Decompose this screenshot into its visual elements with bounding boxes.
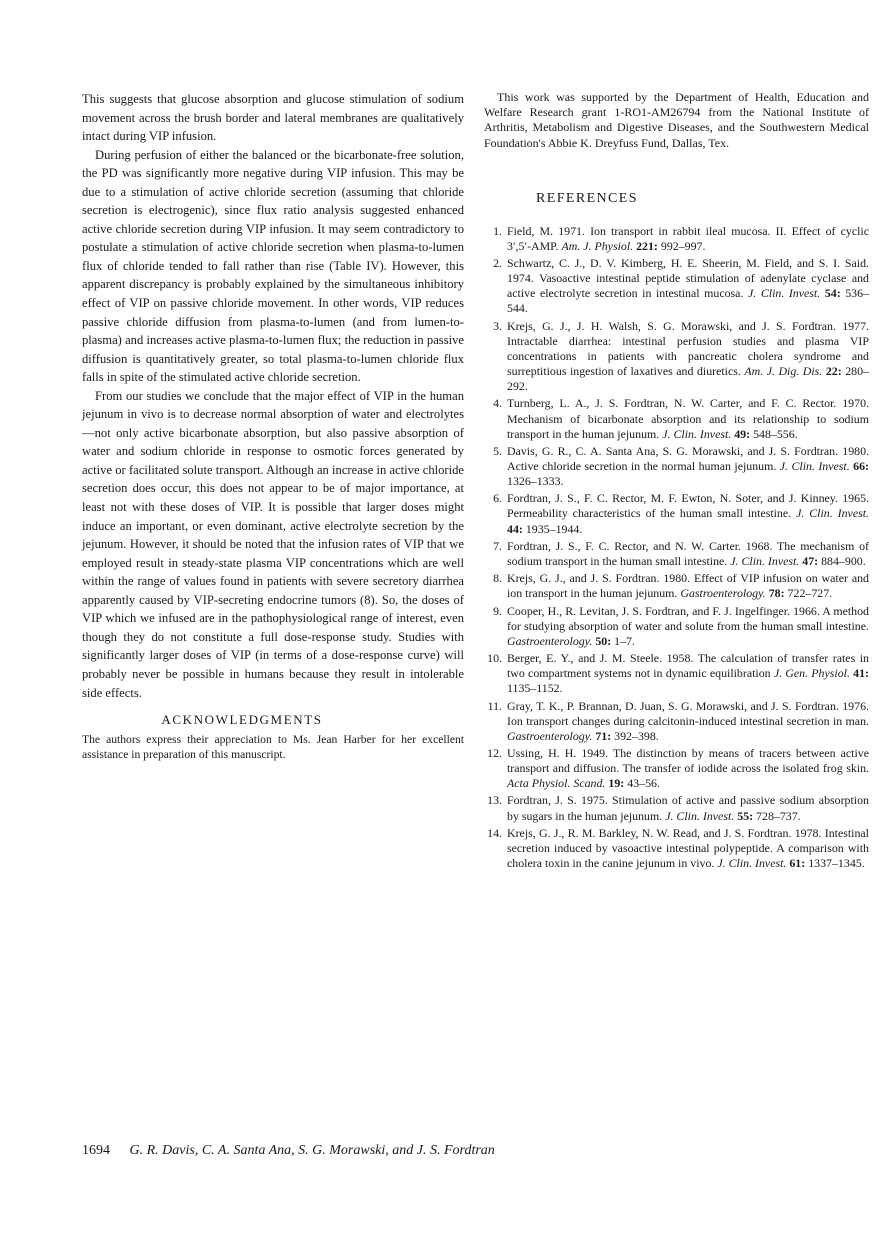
reference-journal: Am. J. Physiol. (561, 238, 634, 253)
page-number: 1694 (82, 1143, 110, 1158)
reference-text: Schwartz, C. J., D. V. Kimberg, H. E. Sheerin, M. Field, and S. I. Said. 1974. Vasoactive intestinal peptide stimulation of adenylate cyclase and active electrolyte secretion in intestinal mucosa. (507, 256, 869, 301)
reference-volume: 49: (734, 426, 751, 441)
reference-pages: 728–737. (756, 808, 801, 823)
reference-item (484, 224, 869, 254)
reference-volume: 50: (595, 633, 612, 648)
reference-volume: 19: (608, 776, 625, 791)
reference-number: 14. (487, 825, 502, 840)
references-heading: REFERENCES (536, 190, 638, 206)
reference-volume: 41: (853, 666, 869, 681)
reference-volume: 66: (853, 458, 870, 473)
reference-text: Krejs, G. J., and J. S. Fordtran. 1980. Effect of VIP infusion on water and ion transport in the human jejunum. (507, 571, 869, 601)
reference-journal: J. Clin. Invest. (748, 286, 821, 301)
reference-text: Gray, T. K., P. Brannan, D. Juan, S. G. Morawski, and J. S. Fordtran. 1976. Ion transport changes during calcitonin-induced intestinal secretion in man. (507, 698, 869, 728)
reference-number: 6. (493, 491, 502, 506)
reference-number: 3. (493, 318, 502, 333)
reference-item (484, 699, 869, 744)
reference-volume: 61: (789, 856, 806, 870)
reference-item (484, 256, 869, 316)
reference-number: 11. (487, 698, 502, 713)
reference-pages: 1–7. (614, 633, 635, 648)
reference-number: 12. (487, 745, 502, 760)
reference-pages: 536–544. (507, 286, 870, 316)
reference-item (484, 491, 869, 536)
reference-text: Fordtran, J. S. 1975. Stimulation of active and passive sodium absorption by sugars in the human jejunum. (507, 793, 869, 823)
body-paragraph: From our studies we conclude that the major effect of VIP in the human jejunum in vivo is to decrease normal absorption of water and electrolytes—not only active bicarbonate absorption, but also passive absorption of water and sodium chloride in response to osmotic forces generated by active or facilitated solute transport. Although an increase in active chloride secretion does occur, this does not appear to be of major importance, at least not with these doses of VIP. It is possible that larger doses might induce an important, or even dominant, active electrolyte secretion by the jejunum. However, it should be noted that the infusion rates of VIP that we employed result in steady-state plasma VIP concentrations which are well within the range of values found in patients with severe secretory diarrhea apparently caused by VIP-secreting endocrine tumors (8). So, the doses of VIP which we infused are in the pathophysiological range of interest, even though they do not constitute a full dose-response study. Studies with significantly larger doses of VIP (in terms of a dose-response curve) will probably never be possible in humans because they result in intolerable side effects. (82, 388, 464, 700)
reference-pages: 280–292. (507, 364, 869, 394)
reference-item (484, 539, 869, 569)
reference-journal: Acta Physiol. Scand. (507, 776, 606, 791)
reference-journal: Gastroenterology. (507, 728, 593, 743)
reference-pages: 992–997. (660, 238, 706, 253)
reference-text: Ussing, H. H. 1949. The distinction by means of tracers between active transport and diffusion. The transfer of iodide across the isolated frog skin. (507, 745, 869, 776)
reference-volume: 71: (595, 728, 612, 743)
body-text (82, 90, 464, 702)
reference-pages: 1337–1345. (808, 856, 865, 870)
reference-text: Krejs, G. J., R. M. Barkley, N. W. Read, and J. S. Fordtran. 1978. Intestinal secretion induced by vasoactive intestinal polypeptide. A comparison with cholera toxin in the canine jejunum in vivo. (507, 825, 869, 870)
acknowledgments-heading: ACKNOWLEDGMENTS (161, 712, 323, 728)
reference-item (484, 604, 869, 649)
reference-pages: 1135–1152. (507, 681, 563, 696)
reference-pages: 548–556. (753, 426, 798, 441)
reference-number: 9. (493, 603, 502, 618)
reference-item (484, 571, 869, 601)
reference-text: Davis, G. R., C. A. Santa Ana, S. G. Morawski, and J. S. Fordtran. 1980. Active chloride secretion in the normal human jejunum. (507, 443, 869, 473)
reference-item (484, 793, 869, 823)
reference-journal: J. Clin. Invest. (662, 426, 732, 441)
running-authors: G. R. Davis, C. A. Santa Ana, S. G. Morawski, and J. S. Fordtran (129, 1143, 495, 1158)
reference-journal: Gastroenterology. (680, 586, 766, 601)
reference-number: 5. (493, 443, 502, 458)
body-paragraph: During perfusion of either the balanced or the bicarbonate-free solution, the PD was significantly more negative during VIP infusion. This may be due to a stimulation of active chloride secretion (assuming that chloride secretion is electrogenic), since flux ratio analysis suggested enhanced active chloride secretion during VIP infusion. It may seem contradictory to postulate a stimulation of active chloride secretion when plasma-to-lumen flux of chloride tended to fall rather than rise (Table IV). However, this apparent discrepancy is probably explained by the simultaneous inhibitory effect of VIP on passive chloride movement. In other words, VIP reduces passive chloride diffusion from plasma-to-lumen (and from lumen-to-plasma) and increases active plasma-to-lumen flux; the reduction in passive diffusion is quantitatively greater, so total plasma-to-lumen chloride flux falls in spite of the stimulated active chloride secretion. (82, 147, 464, 385)
reference-number: 13. (487, 793, 502, 808)
reference-volume: 221: (636, 238, 658, 253)
reference-item (484, 444, 869, 489)
reference-pages: 1935–1944. (525, 521, 583, 536)
reference-number: 1. (493, 223, 502, 238)
reference-item (484, 319, 869, 394)
reference-item (484, 651, 869, 696)
reference-journal: Am. J. Dig. Dis. (744, 364, 823, 379)
reference-journal: J. Clin. Invest. (779, 458, 850, 473)
reference-volume: 47: (802, 553, 819, 568)
reference-number: 4. (493, 396, 502, 411)
reference-volume: 78: (768, 586, 785, 601)
reference-volume: 55: (737, 808, 754, 823)
reference-pages: 1326–1333. (507, 474, 564, 489)
right-column (484, 90, 869, 873)
reference-list (484, 224, 869, 871)
reference-pages: 722–727. (787, 586, 833, 601)
reference-pages: 43–56. (627, 776, 660, 791)
reference-journal: J. Clin. Invest. (717, 856, 787, 870)
reference-number: 2. (493, 256, 502, 271)
reference-text: Berger, E. Y., and J. M. Steele. 1958. The calculation of transfer rates in two compartment systems not in dynamic equilibration (507, 651, 869, 681)
reference-text: Field, M. 1971. Ion transport in rabbit ileal mucosa. II. Effect of cyclic 3′,5′-AMP. (507, 223, 869, 253)
reference-number: 8. (493, 571, 502, 586)
reference-volume: 44: (507, 521, 523, 536)
reference-text: Cooper, H., R. Levitan, J. S. Fordtran, and F. J. Ingelfinger. 1966. A method for studying absorption of water and solute from the human small intestine. (507, 603, 869, 633)
reference-journal: Gastroenterology. (507, 633, 593, 648)
reference-pages: 884–900. (821, 553, 866, 568)
body-paragraph: This suggests that glucose absorption and glucose stimulation of sodium movement across the brush border and lateral membranes are qualitatively intact during VIP infusion. (82, 92, 464, 144)
page-footer (82, 1143, 495, 1159)
reference-journal: J. Clin. Invest. (796, 506, 869, 521)
funding-statement: This work was supported by the Department of Health, Education and Welfare Research grant 1-RO1-AM26794 from the National Institute of Arthritis, Metabolism and Digestive Diseases, and the Southwestern Medical Foundation's Abbie K. Dreyfuss Fund, Dallas, Tex. (484, 90, 869, 150)
reference-volume: 22: (825, 364, 842, 379)
reference-journal: J. Clin. Invest. (730, 553, 800, 568)
reference-item (484, 396, 869, 441)
reference-item (484, 826, 869, 871)
left-column (82, 90, 464, 762)
reference-text: Fordtran, J. S., F. C. Rector, and N. W. Carter. 1968. The mechanism of sodium transport in the human small intestine. (507, 538, 869, 568)
reference-item (484, 746, 869, 791)
reference-journal: J. Gen. Physiol. (773, 666, 850, 681)
reference-text: Krejs, G. J., J. H. Walsh, S. G. Morawski, and J. S. Fordtran. 1977. Intractable diarrhea: intestinal perfusion studies and plasma VIP concentrations in patients with pancreatic cholera syndrome and surreptitious ingestion of laxatives and diuretics. (507, 318, 869, 379)
reference-number: 7. (493, 538, 502, 553)
acknowledgments-text: The authors express their appreciation to Ms. Jean Harber for her excellent assistance in preparation of this manuscript. (82, 733, 464, 762)
reference-number: 10. (487, 651, 502, 666)
reference-journal: J. Clin. Invest. (665, 808, 735, 823)
reference-volume: 54: (824, 286, 841, 301)
reference-pages: 392–398. (614, 728, 659, 743)
reference-text: Fordtran, J. S., F. C. Rector, M. F. Ewton, N. Soter, and J. Kinney. 1965. Permeability characteristics of the human small intestine. (507, 491, 869, 521)
reference-text: Turnberg, L. A., J. S. Fordtran, N. W. Carter, and F. C. Rector. 1970. Mechanism of bicarbonate absorption and its relationship to sodium transport in the human jejunum. (507, 396, 869, 441)
